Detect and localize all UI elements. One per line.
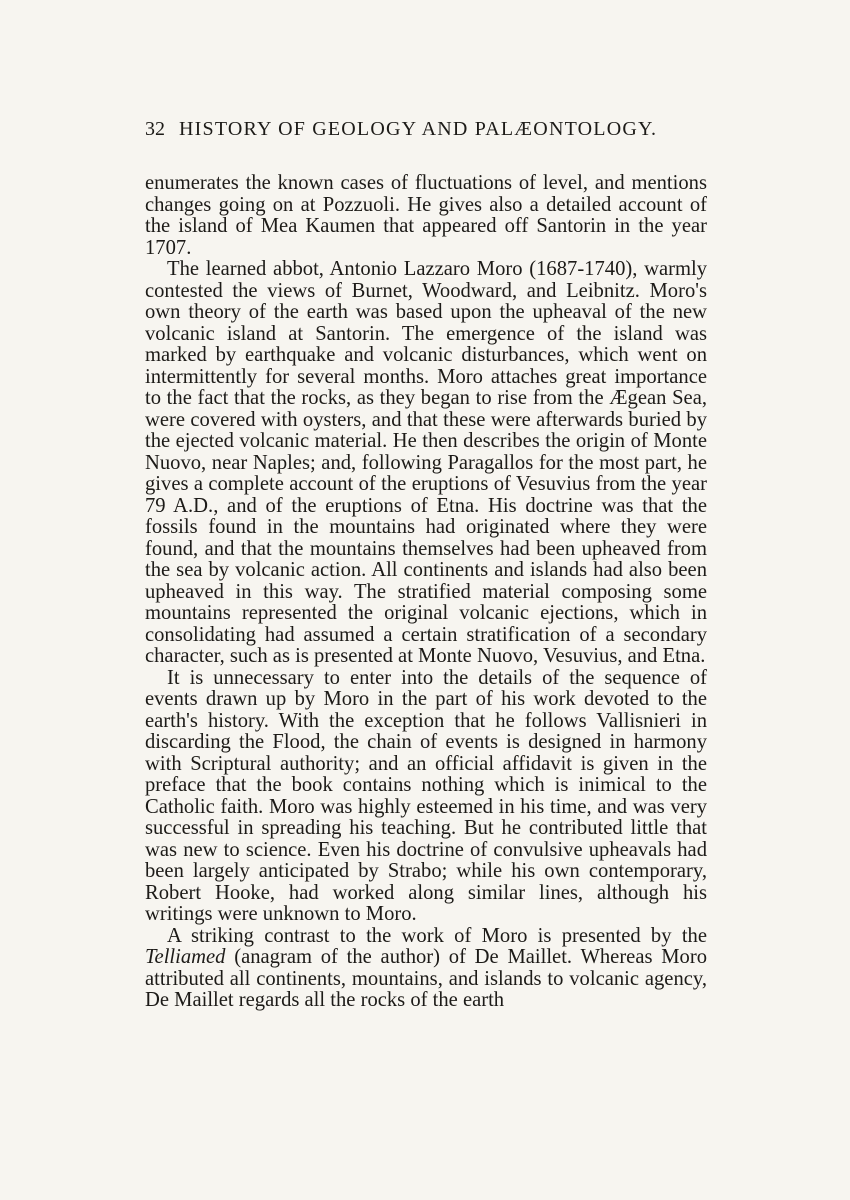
telliamed-title: Telliamed — [145, 946, 226, 968]
page-number: 32 — [145, 118, 165, 140]
telliamed-intro-text: A striking contrast to the work of Moro is presented by the — [167, 924, 707, 947]
book-page — [145, 118, 707, 1012]
paragraph-moro-theory: The learned abbot, Antonio Lazzaro Moro (1687-1740), warmly contested the views of Burnet, Woodward, and Leibnitz. Moro's own theory of the earth was based upon the upheaval of the new volcanic island at Santorin. The emergence of the island was marked by earthquake and volcanic disturbances, which went on intermittently for several months. Moro attaches great importance to the fact that the rocks, as they began to rise from the Ægean Sea, were covered with oysters, and that these were afterwards buried by the ejected volcanic material. He then describes the origin of Monte Nuovo, near Naples; and, following Paragallos for the most part, he gives a complete account of the eruptions of Vesuvius from the year 79 A.D., and of the eruptions of Etna. His doctrine was that the fossils found in the mountains had originated where they were found, and that the mountains themselves had been upheaved from the sea by volcanic action. All continents and islands had also been upheaved in this way. The stratified material composing some mountains represented the original volcanic ejections, which in consolidating had assumed a certain stratification of a secondary character, such as is presented at Monte Nuovo, Vesuvius, and Etna. — [145, 258, 707, 667]
body-text — [145, 173, 707, 1012]
paragraph-moro-sequence: It is unnecessary to enter into the details of the sequence of events drawn up by Moro in the part of his work devoted to the earth's history. With the exception that he follows Vallisnieri in discarding the Flood, the chain of events is designed in harmony with Scriptural authority; and an official affidavit is given in the preface that the book contains nothing which is inimical to the Catholic faith. Moro was highly esteemed in his time, and was very successful in spreading his teaching. But he contributed little that was new to science. Even his doctrine of convulsive upheavals had been largely anticipated by Strabo; while his own contemporary, Robert Hooke, had worked along similar lines, although his writings were unknown to Moro. — [145, 666, 707, 925]
running-head — [145, 118, 707, 148]
paragraph-continuation: enumerates the known cases of fluctuations of level, and mentions changes going on at Pozzuoli. He gives also a detailed account of the island of Mea Kaumen that appeared off Santorin in the year 1707. — [145, 172, 707, 259]
running-title: HISTORY OF GEOLOGY AND PALÆONTOLOGY. — [179, 118, 658, 140]
telliamed-rest-text: (anagram of the author) of De Maillet. Whereas Moro attributed all continents, mountains, and islands to volcanic agency, De Maillet regards all the rocks of the earth — [145, 946, 707, 1011]
paragraph-telliamed — [145, 926, 707, 1012]
